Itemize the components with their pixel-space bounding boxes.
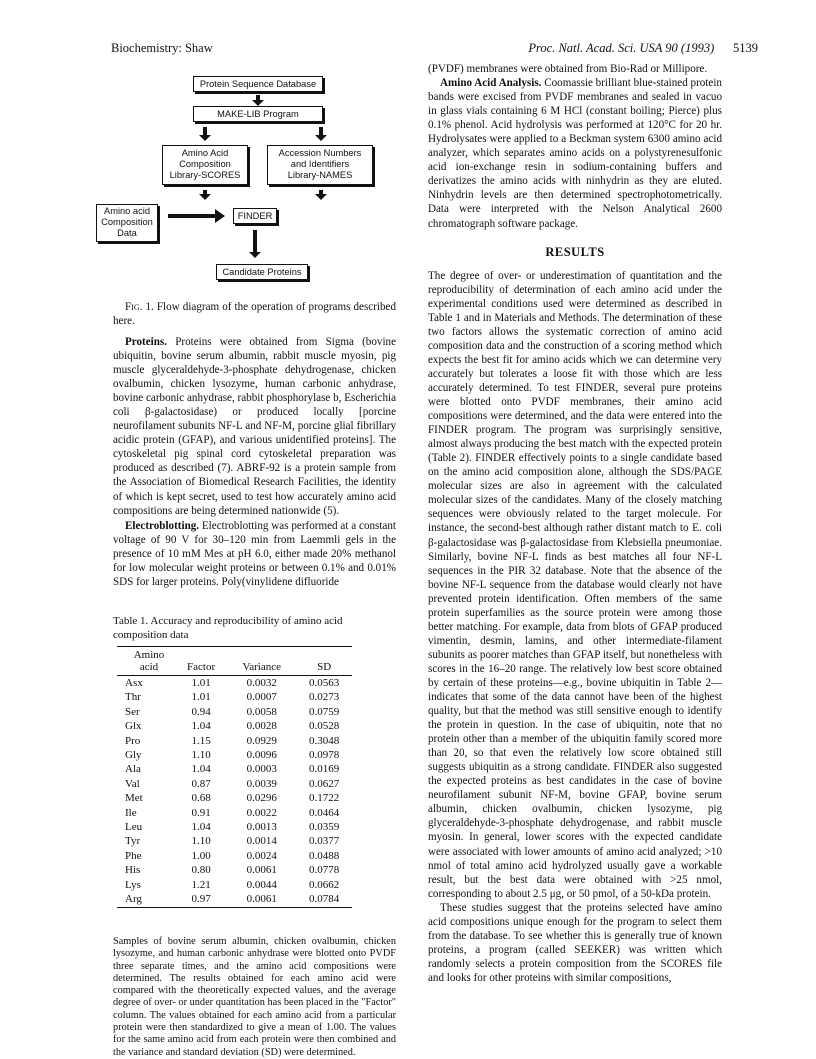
cell-variance: 0.0013 [246,821,277,834]
paragraph-electroblotting: Electroblotting was performed at a constant voltage of 90 V for 30–120 min from Laemmli gels in the presence of 10 mM Mes at pH 6.0, either made 20% methanol for low molecular weight proteins or between 0.1% and 0.01% SDS for larger proteins. Poly(vinylidene difluoride [113,519,396,588]
cell-sd: 0.0563 [309,677,340,689]
box-names-library [267,145,373,185]
cell-amino-acid: Ser [125,705,140,718]
cell-sd: 0.0528 [309,720,340,733]
cell-factor: 1.10 [191,835,211,848]
cell-factor: 1.04 [191,720,211,733]
table-row [117,762,352,776]
cell-sd: 0.1722 [309,792,340,805]
col-header-sd: SD [317,661,332,673]
box-protein-sequence-database [193,76,323,92]
table-row [117,878,352,892]
table-row [117,892,352,907]
box-scores-library [162,145,248,185]
cell-sd: 0.0627 [309,777,340,790]
table-row [117,820,352,834]
table-row [117,748,352,762]
box-label: Library-NAMES [287,170,353,180]
cell-amino-acid: Ala [125,763,141,776]
box-label: Candidate Proteins [222,267,302,277]
cell-factor: 0.94 [191,705,211,718]
box-amino-acid-data [96,204,158,242]
box-label: Composition [179,159,231,169]
paragraph-proteins: Proteins were obtained from Sigma (bovine ubiquitin, bovine serum albumin, rabbit muscle myosin, pig muscle glyceraldehyde-3-phosphate dehydrogenase, chicken ovalbumin, chicken lysozyme, human carbonic anhydrase, bovine carbonic anhydrase, rabbit phosphorylase b, Escherichia coli β-galactosidase) or produced locally [porcine neurofilament subunits NF-L and NF-M, porcine glial fibrillary acidic protein (GFAP), and various unidentified proteins]. The cytoskeletal pig spinal cord cytoskeletal preparation was produced as described (7). ABRF-92 is a protein sample from the Association of Biomedical Research Facilities, the identity of which is kept secret, used to test how accurately amino acid compositions are being determined nationwide (5). [113,336,396,517]
cell-variance: 0.0044 [246,878,277,891]
figure-label: Fig. 1. [125,301,154,313]
cell-factor: 0.97 [191,893,211,906]
paragraph-results-2: These studies suggest that the proteins selected have amino acid compositions unique enough for the program to select them from the database. To see whether this is generally true of known proteins, a program (called SEEKER) was written which randomly selects a protein composition from the SCORES file and looks for other proteins with similar compositions, [428,901,722,984]
results-heading: RESULTS [545,244,605,259]
table-title: Table 1. Accuracy and reproducibility of amino acid composition data [113,615,343,641]
cell-sd: 0.0377 [309,835,340,848]
box-label: Amino Acid [181,148,229,158]
table-header-row [117,647,352,676]
flow-diagram [101,68,396,298]
cell-factor: 1.00 [191,849,211,862]
cell-sd: 0.0662 [309,878,340,891]
box-label: FINDER [237,211,273,221]
cell-amino-acid: Glx [125,720,142,733]
section-head-proteins: Proteins. [125,336,168,348]
cell-factor: 1.04 [191,821,211,834]
cell-sd: 0.0273 [309,691,340,704]
table-1 [113,646,396,908]
box-label: and Identifiers [290,159,350,169]
cell-variance: 0.0028 [246,720,277,733]
box-label: Protein Sequence Database [199,79,317,89]
cell-sd: 0.0169 [309,763,340,776]
cell-amino-acid: Phe [125,849,142,862]
cell-factor: 1.01 [191,691,211,704]
journal-citation: Proc. Natl. Acad. Sci. USA 90 (1993) [528,41,715,55]
table-row [117,690,352,704]
cell-amino-acid: Pro [125,734,141,747]
table-row [117,863,352,877]
cell-variance: 0.0032 [246,677,277,689]
running-head-author: Biochemistry: Shaw [111,41,213,55]
cell-amino-acid: Lys [125,878,141,891]
cell-variance: 0.0058 [246,705,277,718]
cell-sd: 0.0359 [309,821,340,834]
cell-amino-acid: Tyr [125,835,141,848]
figure-caption-text: Flow diagram of the operation of programs described here. [113,301,396,327]
cell-amino-acid: Thr [125,691,141,704]
cell-amino-acid: Val [125,777,140,790]
cell-amino-acid: Ile [125,806,137,819]
cell-variance: 0.0014 [246,835,277,848]
right-column [428,62,722,985]
cell-factor: 0.68 [191,792,211,805]
paragraph-pvdf: (PVDF) membranes were obtained from Bio-Rad or Millipore. [428,63,708,75]
box-label: Composition [101,217,153,227]
table-row [117,705,352,719]
table-row [117,777,352,791]
cell-factor: 0.87 [191,777,211,790]
table-row [117,849,352,863]
box-finder [233,208,277,224]
box-label: Accession Numbers [278,148,362,158]
cell-amino-acid: Gly [125,749,142,762]
cell-sd: 0.0784 [309,893,340,906]
table-footnote: Samples of bovine serum albumin, chicken ovalbumin, chicken lysozyme, and human carbonic anhydrase were blotted onto PVDF three separate times, and the amino acid compositions were determined. The results obtained for each amino acid were compared with the theoretically expected values, and the average degree of over- or under quantitation has been placed in the "Factor" column. The values obtained for each amino acid from a particular protein were then standardized to give a mean of 1.00. The values for the same amino acid from each protein were then combined and the variance and standard deviation (SD) were determined. [113,936,396,1058]
page-number: 5139 [733,41,758,55]
cell-variance: 0.0296 [246,792,277,805]
cell-variance: 0.0003 [246,763,277,776]
cell-variance: 0.0039 [246,777,277,790]
table-row [117,834,352,848]
table-row [117,734,352,748]
cell-amino-acid: Arg [125,893,142,906]
cell-amino-acid: His [125,864,141,877]
table-row [117,719,352,733]
cell-factor: 1.10 [191,749,211,762]
cell-factor: 1.01 [191,677,211,689]
section-head-electroblotting: Electroblotting. [125,519,200,532]
cell-variance: 0.0929 [246,734,277,747]
cell-sd: 0.0464 [309,806,340,819]
cell-sd: 0.0778 [309,864,340,877]
cell-variance: 0.0096 [246,749,277,762]
box-label: MAKE-LIB Program [217,109,299,119]
cell-variance: 0.0061 [246,864,277,877]
cell-amino-acid: Met [125,792,143,805]
box-make-lib-program [193,106,323,122]
cell-factor: 1.21 [191,878,211,891]
box-candidate-proteins [216,264,308,280]
figure-caption [113,300,396,328]
table-notes [113,936,396,1059]
cell-factor: 1.15 [191,734,211,747]
paragraph-results-1: The degree of over- or underestimation of quantitation and the reproducibility of determination of each amino acid under the experimental conditions used were determined as described in Table 1 and in Materials and Methods. The determination of these two factors allows the systematic correction of amino acid composition data and the construction of a scoring method which expects the best fit for amino acids which we can determine very accurately but tolerates a loose fit with those which are less accurately determined. To test FINDER, several pure proteins were blotted onto PVDF membranes, their amino acid compositions were determined, and the data were entered into the FINDER program. The program was surprisingly sensitive, almost always producing the best match with the expected protein (Table 2). FINDER effectively points to a single candidate based on the amino acid composition alone, although the SDS/PAGE molecular sizes are also in agreement with the calculated molecular sizes of the candidates. Many of the closely matching sequences were obviously related to the target molecule. For instance, the second-best although rather distant match to E. coli β-galactosidase was β-galactosidase from Klebsiella pneumoniae. Similarly, bovine NF-L finds as best matches all four NF-L sequences in the PIR 32 database. Note that the absence of the bovine NF-L sequence from the database would clearly not have prevented protein identification. Often members of the same protein superfamilies as the source protein were among those better matching. For example, data from blots of GFAP produced vimentin, desmin, lamins, and other intermediate-filament subunits as poorer matches than GFAP itself, but nonetheless with scores in the 16–20 range. The relatively low best score obtained by certain of these proteins—e.g., bovine ubiquitin in Table 2—indicates that some of the data cannot have been of the highest quality, but that the method was still sensitive enough to identify the protein in question. In the case of ubiquitin, note that no protein other than a member of the ubiquitin family scored more than 20, so that even the relatively low score obtained still suggests ubiquitin as a strong candidate. FINDER also suggested the expected proteins as best candidates in the case of bovine neurofilament subunit NF-M, bovine GFAP, bovine serum albumin, chicken ovalbumin, chicken lysozyme, pig glyceraldehyde-3-phosphate dehydrogenase, and rabbit muscle myosin. In general, lower scores with the expected candidate were associated with lower amounts of amino acid analyzed; >10 nmol of total amino acid hydrolyzed usually gave a workable result, but the best data were obtained with >25 nmol, corresponding to about 2.5 μg, or 50 pmol, of a 50-kDa protein. [428,269,722,900]
running-head-journal [528,41,758,56]
paragraph-amino-acid-analysis: Coomassie brilliant blue-stained protein bands were excised from PVDF membranes and sealed in vacuo in glass vials containing 6 M HCl (constant boiling; Pierce) plus 0.1% phenol. Acid hydrolysis was performed at 120°C for 20 hr. Hydrolysates were applied to a Beckman system 6300 amino acid analyzer, which separates amino acids on a polystyrenesulfonic acid ion-exchange resin in sodium-containing buffers and derivatizes the amino acids with ninhydrin as they are eluted. Ninhydrin levels are then determined spectrophotometrically. Data were interpreted with the Nelson Analytical 2600 chromatograph software package. [428,77,722,230]
box-label: Data [117,228,137,238]
section-head-amino-acid-analysis: Amino Acid Analysis. [440,77,542,90]
col-header-variance: Variance [242,661,281,673]
cell-sd: 0.0759 [309,705,340,718]
col-header-factor: Factor [187,661,216,673]
cell-factor: 0.91 [191,806,211,819]
cell-factor: 1.04 [191,763,211,776]
cell-sd: 0.0978 [309,749,340,762]
table-row [117,676,352,691]
cell-amino-acid: Asx [125,677,143,689]
cell-factor: 0.80 [191,864,211,877]
cell-sd: 0.0488 [309,849,340,862]
col-header-amino-acid: Amino acid [133,649,165,673]
cell-variance: 0.0024 [246,849,277,862]
cell-variance: 0.0061 [246,893,277,906]
table-row [117,791,352,805]
table-row [117,806,352,820]
box-label: Library-SCORES [169,170,241,180]
cell-amino-acid: Leu [125,821,143,834]
left-column [113,335,396,589]
box-label: Amino acid [104,206,150,216]
cell-sd: 0.3048 [309,734,340,747]
cell-variance: 0.0007 [246,691,277,704]
cell-variance: 0.0022 [246,806,277,819]
